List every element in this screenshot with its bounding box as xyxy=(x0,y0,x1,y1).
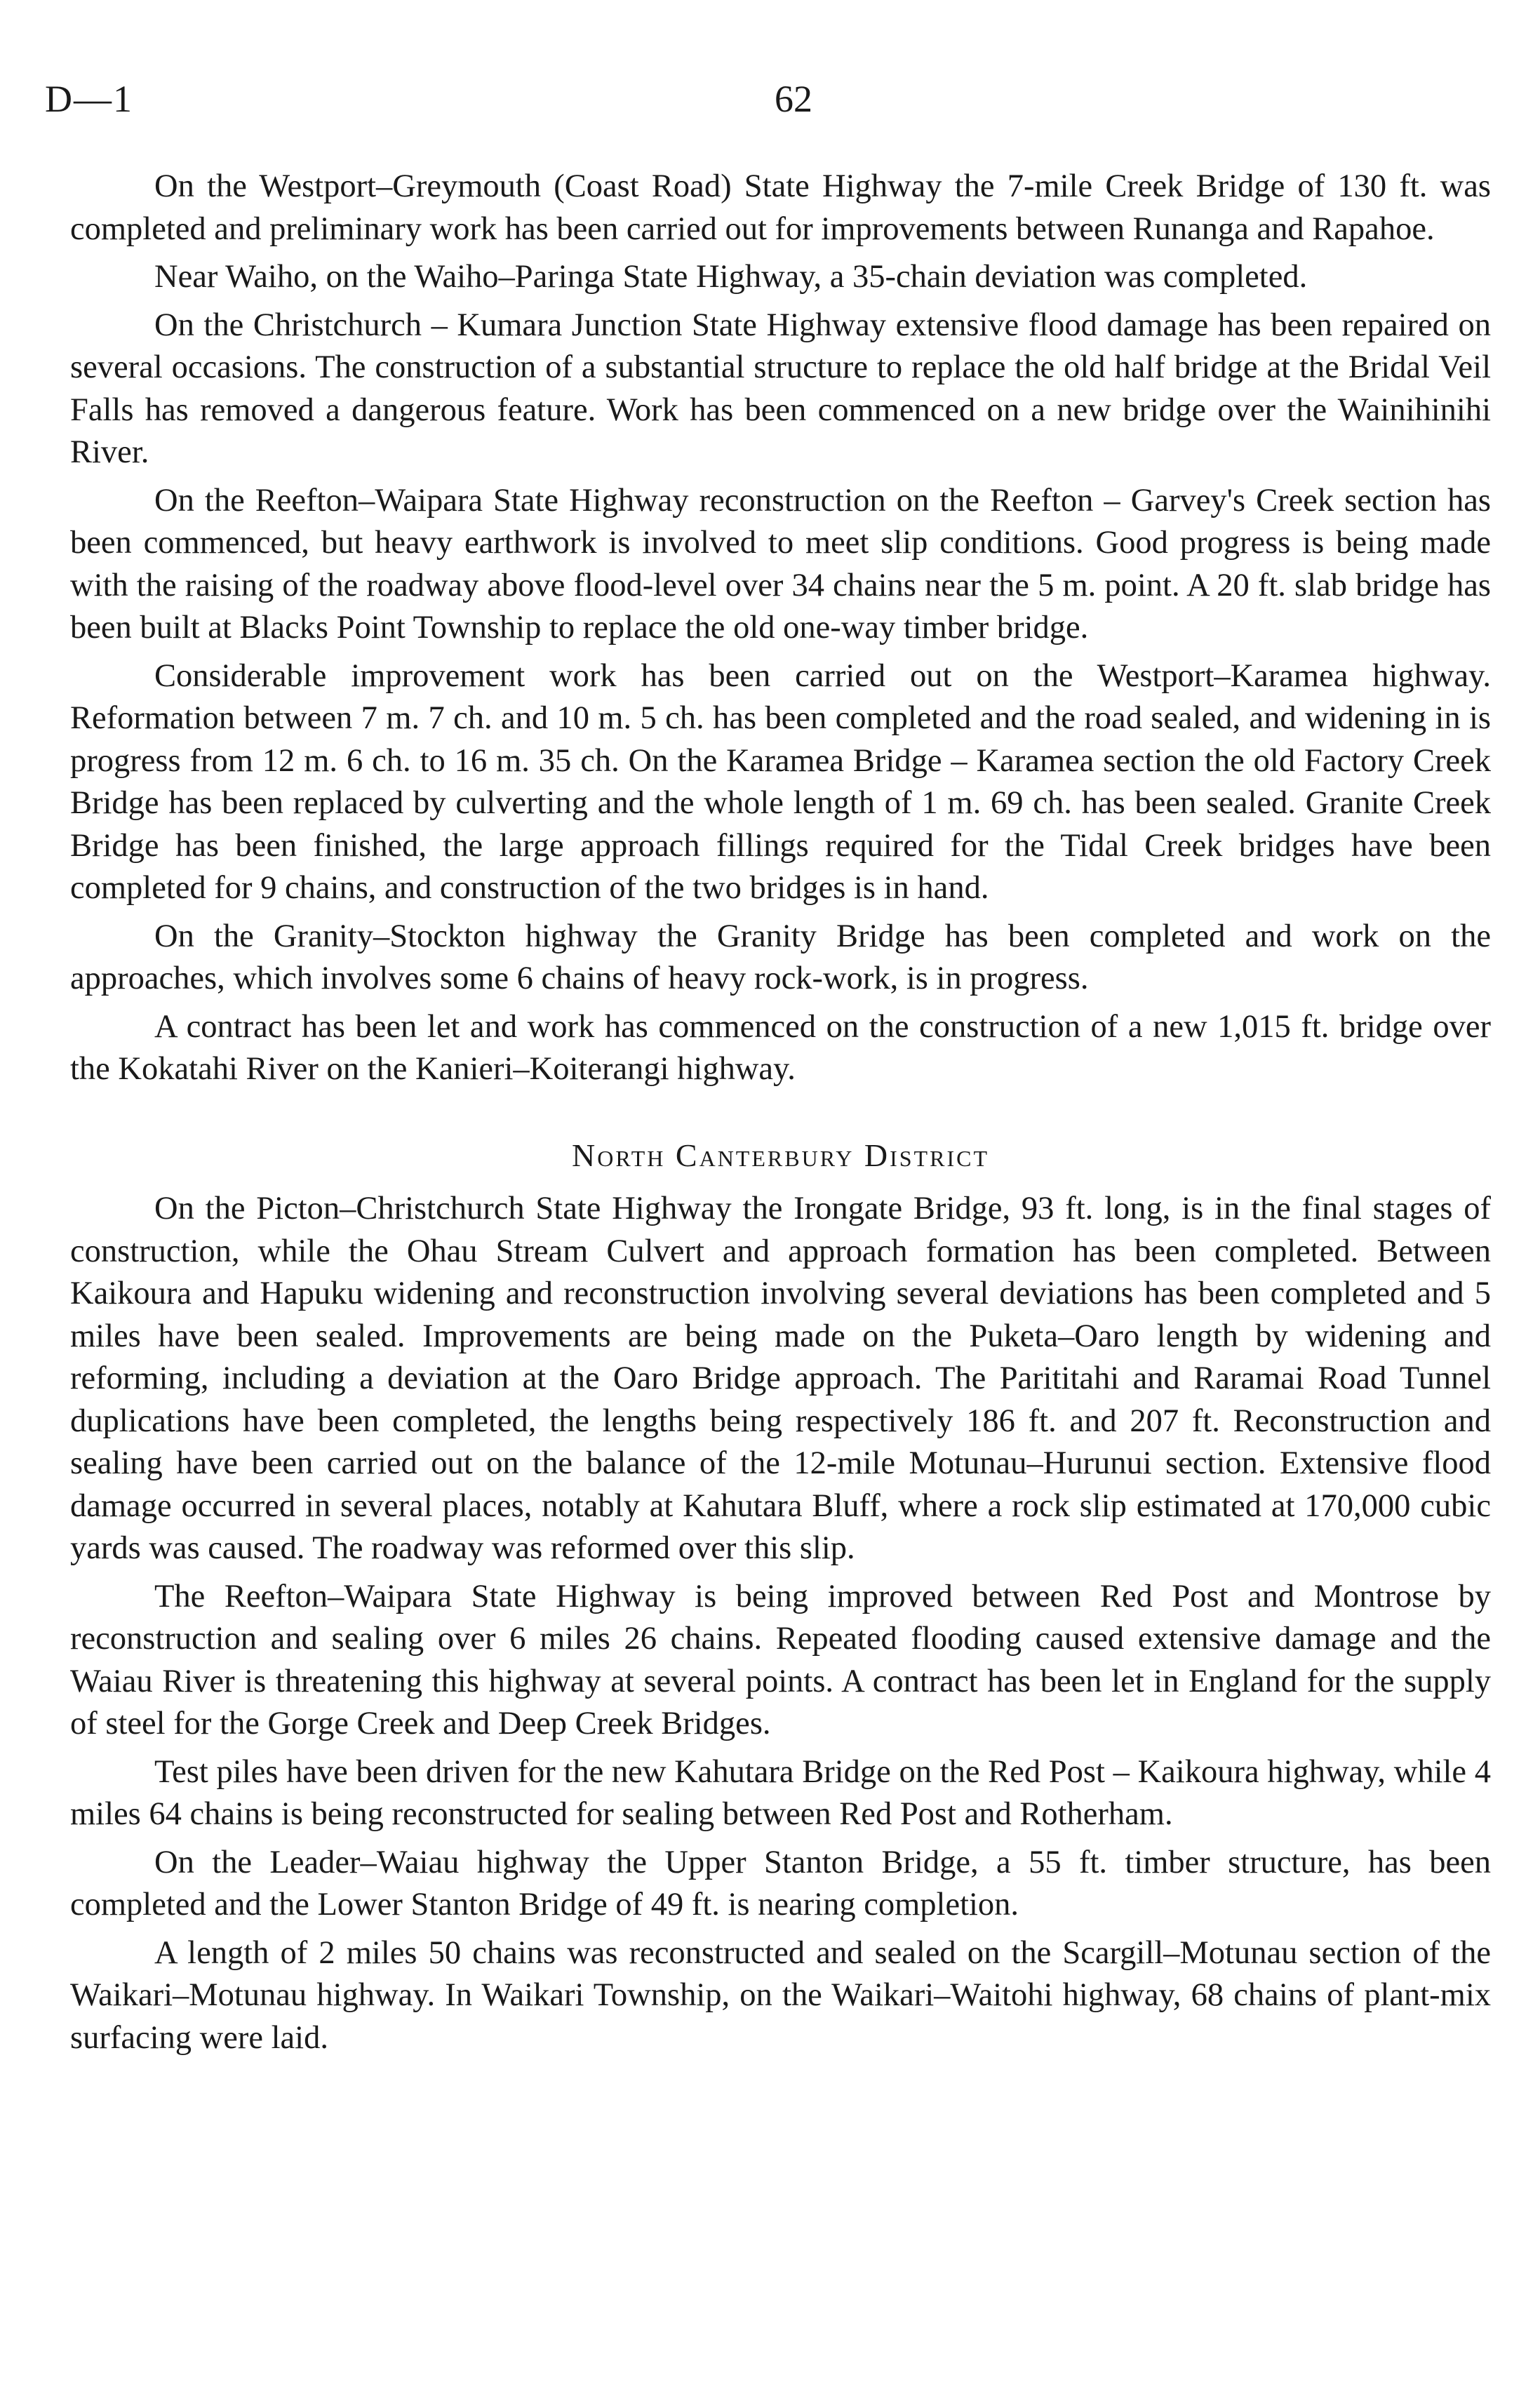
paragraph: Near Waiho, on the Waiho–Paringa State Highway, a 35-chain deviation was completed. xyxy=(154,259,1308,295)
paragraph: Test piles have been driven for the new Kahutara Bridge on the Red Post – Kaikoura highway, while 4 miles 64 chains is being reconstructed for sealing between Red Post and Rotherham. xyxy=(70,1753,1491,1832)
paragraph: A length of 2 miles 50 chains was reconstructed and sealed on the Scargill–Motunau section of the Waikari–Motunau highway. In Waikari Township, on the Waikari–Waitohi highway, 68 chains of plant-mix surfacing were laid. xyxy=(70,1934,1491,2056)
section-heading-text: North Canterbury District xyxy=(572,1137,989,1173)
document-reference: D—1 xyxy=(45,78,133,120)
paragraph: On the Westport–Greymouth (Coast Road) State Highway the 7-mile Creek Bridge of 130 ft. was completed and preliminary work has been carried out for improvements between Runanga and Rapahoe. xyxy=(70,168,1491,247)
paragraph: On the Granity–Stockton highway the Granity Bridge has been completed and work on the approaches, which involves some 6 chains of heavy rock-work, is in progress. xyxy=(70,918,1491,996)
paragraph: On the Christchurch – Kumara Junction State Highway extensive flood damage has been repaired on several occasions. The construction of a substantial structure to replace the old half bridge at the Bridal Veil Falls has removed a dangerous feature. Work has been commenced on a new bridge over the Wainihinihi River. xyxy=(70,307,1491,470)
paragraph: A contract has been let and work has commenced on the construction of a new 1,015 ft. bridge over the Kokatahi River on the Kanieri–Koiterangi highway. xyxy=(70,1008,1491,1087)
paragraph: The Reefton–Waipara State Highway is being improved between Red Post and Montrose by reconstruction and sealing over 6 miles 26 chains. Repeated flooding caused extensive damage and the Waiau River is threatening this highway at several points. A contract has been let in England for the supply of steel for the Gorge Creek and Deep Creek Bridges. xyxy=(70,1578,1491,1741)
paragraph: On the Leader–Waiau highway the Upper Stanton Bridge, a 55 ft. timber structure, has been completed and the Lower Stanton Bridge of 49 ft. is nearing completion. xyxy=(70,1844,1491,1922)
page-number: 62 xyxy=(775,78,812,120)
section-heading xyxy=(70,1135,1491,1179)
body-text xyxy=(70,166,1491,2065)
paragraph: On the Reefton–Waipara State Highway reconstruction on the Reefton – Garvey's Creek section has been commenced, but heavy earthwork is involved to meet slip conditions. Good progress is being made with the raising of the roadway above flood-level over 34 chains near the 5 m. point. A 20 ft. slab bridge has been built at Blacks Point Township to replace the old one-way timber bridge. xyxy=(70,482,1491,646)
paragraph: Considerable improvement work has been carried out on the Westport–Karamea highway. Reformation between 7 m. 7 ch. and 10 m. 5 ch. has been completed and the road sealed, and widening in is progress from 12 m. 6 ch. to 16 m. 35 ch. On the Karamea Bridge – Karamea section the old Factory Creek Bridge has been replaced by culverting and the whole length of 1 m. 69 ch. has been sealed. Granite Creek Bridge has been finished, the large approach fillings required for the Tidal Creek bridges have been completed for 9 chains, and construction of the two bridges is in hand. xyxy=(70,657,1491,906)
page-header xyxy=(45,77,1490,140)
paragraph: On the Picton–Christchurch State Highway the Irongate Bridge, 93 ft. long, is in the final stages of construction, while the Ohau Stream Culvert and approach formation has been completed. Between Kaikoura and Hapuku widening and reconstruction involving several deviations has been completed and 5 miles have been sealed. Improvements are being made on the Puketa–Oaro length by widening and reforming, including a deviation at the Oaro Bridge approach. The Parititahi and Raramai Road Tunnel duplications have been completed, the lengths being respectively 186 ft. and 207 ft. Reconstruction and sealing have been carried out on the balance of the 12-mile Motunau–Hurunui section. Extensive flood damage occurred in several places, notably at Kahutara Bluff, where a rock slip estimated at 170,000 cubic yards was caused. The roadway was reformed over this slip. xyxy=(70,1191,1491,1566)
